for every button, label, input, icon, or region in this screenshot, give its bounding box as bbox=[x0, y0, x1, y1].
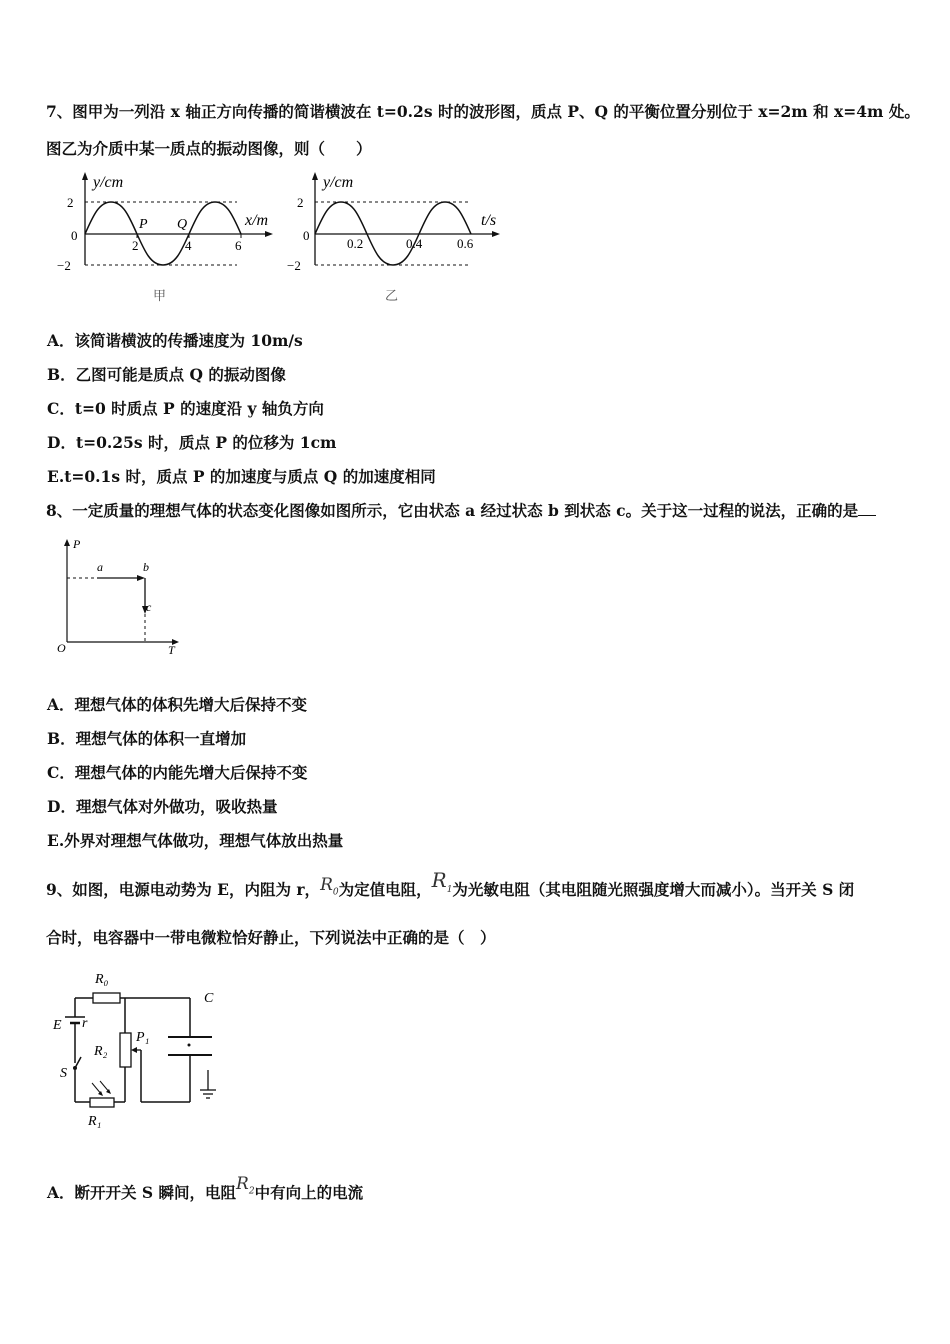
pt-state-c: c bbox=[146, 600, 152, 614]
vibration-xlabel: t/s bbox=[481, 212, 497, 229]
q8-option-a: A．理想气体的体积先增大后保持不变 bbox=[47, 695, 308, 714]
q7-option-b: B．乙图可能是质点 Q 的振动图像 bbox=[47, 365, 286, 384]
q8-option-d: D．理想气体对外做功，吸收热量 bbox=[47, 797, 278, 816]
vibration-ylabel: y/cm bbox=[323, 174, 354, 191]
pt-state-a: a bbox=[97, 560, 103, 574]
circuit-label-s: S bbox=[60, 1066, 67, 1081]
q8-pt-figure bbox=[55, 537, 195, 657]
q7-option-d: D．t=0.25s 时，质点 P 的位移为 1cm bbox=[47, 433, 337, 452]
circuit-label-c: C bbox=[204, 991, 214, 1006]
q7-wave-figure bbox=[55, 170, 285, 310]
wave-tick-y-pos: 2 bbox=[67, 195, 74, 210]
vibration-tick-y-neg: −2 bbox=[287, 258, 301, 273]
q7-stem-line2: 图乙为介质中某一质点的振动图像，则（ ） bbox=[46, 139, 372, 158]
pt-xlabel: T bbox=[168, 643, 175, 657]
circuit-label-r1: R₁ bbox=[88, 1114, 102, 1129]
q9-circuit-figure bbox=[50, 965, 230, 1129]
wave-caption: 甲 bbox=[153, 288, 167, 303]
circuit-label-r0: R₀ bbox=[95, 972, 109, 987]
circuit-label-p1: P₁ bbox=[136, 1030, 150, 1045]
wave-ylabel: y/cm bbox=[93, 174, 124, 191]
vibration-tick-t06: 0.6 bbox=[457, 236, 474, 251]
q9-stem-line1: 9、如图，电源电动势为 E，内阻为 r，$R_0$为定值电阻，$R_1$为光敏电阻（其电阻随光照强度增大而减小）。当开关 S 闭 bbox=[46, 868, 855, 899]
vibration-tick-t04: 0.4 bbox=[406, 236, 423, 251]
q7-vibration-figure bbox=[285, 170, 515, 310]
circuit-label-e: E bbox=[53, 1018, 62, 1033]
circuit-label-r2: R₂ bbox=[94, 1044, 108, 1059]
pt-ylabel: P bbox=[73, 537, 81, 551]
q9-stem-line2: 合时，电容器中一带电微粒恰好静止，下列说法中正确的是（ ） bbox=[46, 928, 496, 947]
q7-option-c: C．t=0 时质点 P 的速度沿 y 轴负方向 bbox=[47, 399, 324, 418]
wave-tick-x2: 2 bbox=[132, 238, 139, 253]
vibration-tick-t02: 0.2 bbox=[347, 236, 364, 251]
vibration-tick-y-pos: 2 bbox=[297, 195, 304, 210]
wave-tick-x6: 6 bbox=[235, 238, 242, 253]
wave-tick-x4: 4 bbox=[185, 238, 192, 253]
wave-tick-y-neg: −2 bbox=[57, 258, 71, 273]
pt-origin: O bbox=[57, 641, 66, 655]
vibration-tick-origin: 0 bbox=[303, 228, 310, 243]
q7-option-e: E.t=0.1s 时，质点 P 的加速度与质点 Q 的加速度相同 bbox=[47, 467, 436, 486]
pt-state-b: b bbox=[143, 560, 149, 574]
q8-option-c: C．理想气体的内能先增大后保持不变 bbox=[47, 763, 308, 782]
q7-option-a: A．该简谐横波的传播速度为 10m/s bbox=[47, 331, 303, 350]
q9-r1-symbol: $R_1$ bbox=[431, 868, 453, 895]
q7-stem-line1: 7、图甲为一列沿 x 轴正方向传播的简谐横波在 t=0.2s 时的波形图，质点 P、Q 的平衡位置分别位于 x=2m 和 x=4m 处。 bbox=[46, 102, 920, 121]
wave-xlabel: x/m bbox=[245, 212, 269, 229]
q8-option-b: B．理想气体的体积一直增加 bbox=[47, 729, 247, 748]
wave-point-q: Q bbox=[177, 217, 188, 232]
q9-option-a: A．断开开关 S 瞬间，电阻$R_2$中有向上的电流 bbox=[47, 1174, 364, 1202]
q9-option-a-symbol: $R_2$ bbox=[236, 1174, 255, 1197]
vibration-caption: 乙 bbox=[385, 288, 399, 303]
wave-tick-origin: 0 bbox=[71, 228, 78, 243]
q8-option-e: E.外界对理想气体做功，理想气体放出热量 bbox=[47, 831, 344, 850]
q9-r0-symbol: $R_0$ bbox=[320, 875, 339, 898]
q8-stem: 8、一定质量的理想气体的状态变化图像如图所示，它由状态 a 经过状态 b 到状态 c。关于这一过程的说法，正确的是 bbox=[46, 501, 876, 521]
wave-point-p: P bbox=[139, 217, 148, 232]
circuit-label-r: r bbox=[82, 1016, 88, 1031]
